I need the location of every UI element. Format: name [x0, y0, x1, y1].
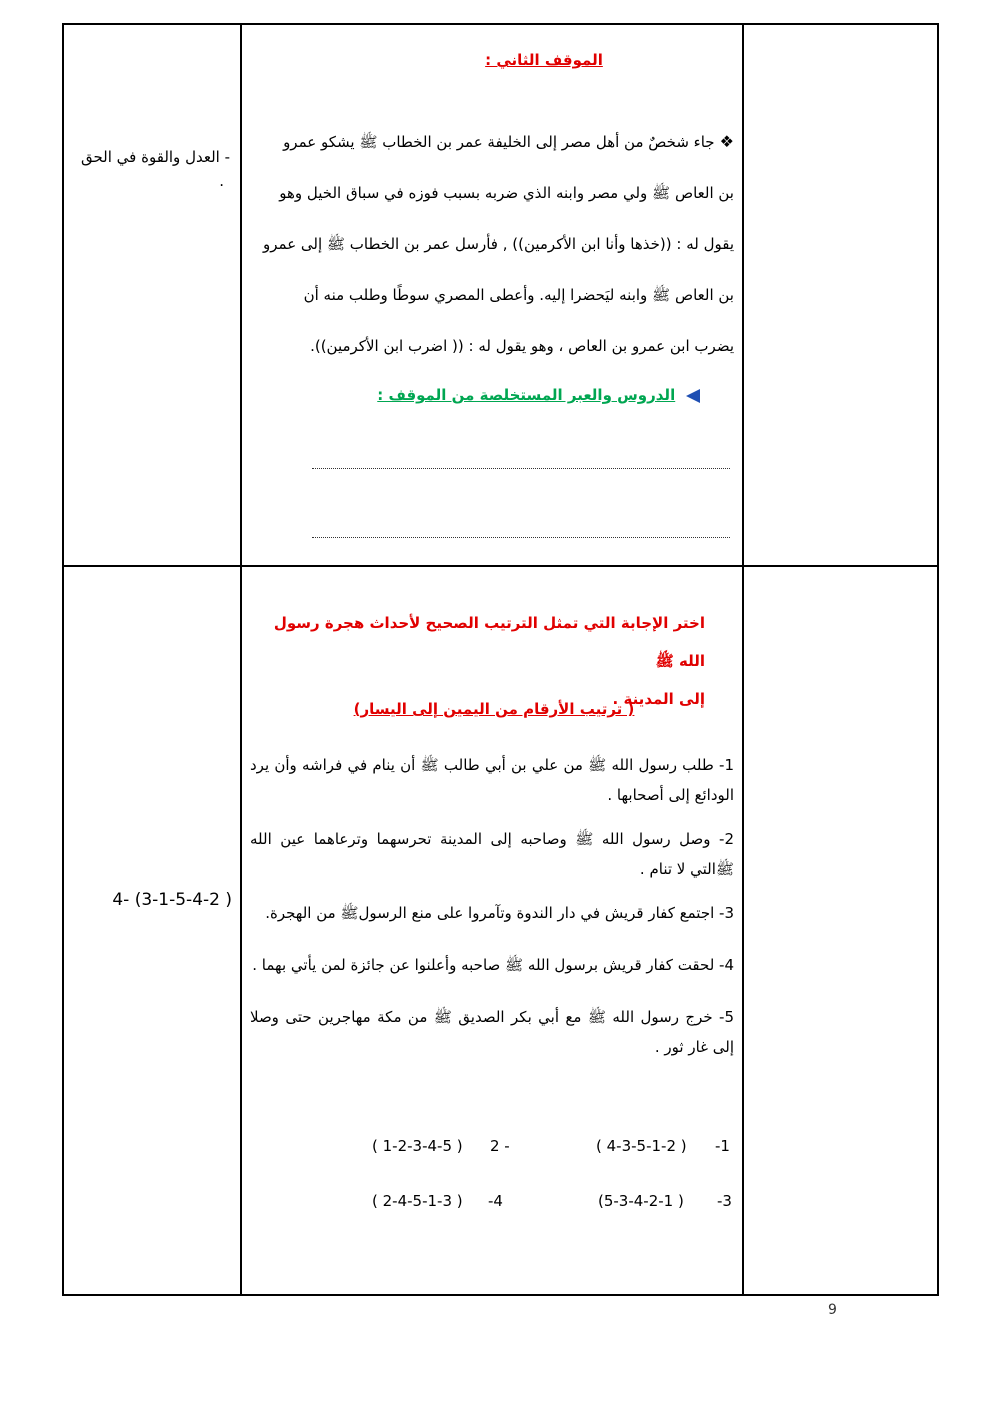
option-2-sequence[interactable]: ( 1-2-3-4-5 ): [372, 1137, 463, 1155]
answer-dotted-line-2[interactable]: [312, 537, 730, 538]
row-divider: [62, 565, 939, 567]
option-1-number: -1: [715, 1137, 730, 1155]
option-2-number: 2 -: [490, 1137, 510, 1155]
row1-title: الموقف الثاني :: [485, 51, 603, 69]
option-3-sequence[interactable]: (5-3-4-2-1 ): [598, 1192, 684, 1210]
story-line-2: بن العاص ﷺ ولي مصر وابنه الذي ضربه بسبب فوزه في سباق الخيل وهو: [279, 184, 734, 202]
event-item-5: 5- خرج رسول الله ﷺ مع أبي بكر الصديق ﷺ من مكة مهاجرين حتى وصلا إلى غار ثور .: [250, 1008, 734, 1056]
option-4-number: -4: [488, 1192, 503, 1210]
row1-answer-line1: - العدل والقوة في الحق: [80, 148, 230, 166]
row1-story: [250, 116, 734, 372]
order-instruction: ( ترتيب الأرقام من اليمين إلى اليسار): [353, 700, 635, 718]
lessons-heading: الدروس والعبر المستخلصة من الموقف :: [377, 386, 676, 404]
story-line-4: بن العاص ﷺ وابنه ليَحضرا إليه. وأعطى المصري سوطًا وطلب منه أن: [303, 286, 734, 304]
bullet-icon: ❖: [714, 132, 734, 151]
page-number: 9: [828, 1302, 837, 1318]
option-3-number: -3: [717, 1192, 732, 1210]
question-line-2: إلى المدينة .: [612, 690, 705, 708]
story-line-3: يقول له : ((خذها وأنا ابن الأكرمين)) , فأرسل عمر بن الخطاب ﷺ إلى عمرو: [263, 235, 734, 253]
row1-answer-line2: .: [219, 172, 224, 190]
answer-dotted-line-1[interactable]: [312, 468, 730, 469]
row1-answer: [70, 145, 230, 193]
column-divider-left: [240, 23, 242, 1296]
lessons-heading-row: [300, 383, 700, 407]
question-line-1: اختر الإجابة التي تمثل الترتيب الصحيح لأحداث هجرة رسول الله ﷺ: [273, 614, 705, 670]
story-line-5: يضرب ابن عمرو بن العاص ، وهو يقول له : (( اضرب ابن الأكرمين)).: [310, 337, 734, 355]
event-item-1: 1- طلب رسول الله ﷺ من علي بن أبي طالب ﷺ أن ينام في فراشه وأن يرد الودائع إلى أصحابها .: [250, 756, 734, 804]
events-list: [250, 750, 734, 1062]
arrow-bullet-icon: [686, 389, 700, 403]
option-1-sequence[interactable]: ( 4-3-5-1-2 ): [596, 1137, 687, 1155]
event-item-2: 2- وصل رسول الله ﷺ وصاحبه إلى المدينة تحرسهما وترعاهما عين الله ﷺالتي لا تنام .: [250, 830, 734, 878]
event-item-3: 3- اجتمع كفار قريش في دار الندوة وتآمروا على منع الرسولﷺ من الهجرة.: [265, 904, 734, 922]
story-line-1: ❖ جاء شخصٌ من أهل مصر إلى الخليفة عمر بن الخطاب ﷺ يشكو عمرو: [283, 132, 734, 151]
event-item-4: 4- لحقت كفار قريش برسول الله ﷺ صاحبه وأعلنوا عن جائزة لمن يأتي بهما .: [252, 956, 734, 974]
column-divider-right: [742, 23, 744, 1296]
row2-answer: 4- (3-1-5-4-2 ): [112, 890, 232, 910]
option-4-sequence[interactable]: ( 2-4-5-1-3 ): [372, 1192, 463, 1210]
